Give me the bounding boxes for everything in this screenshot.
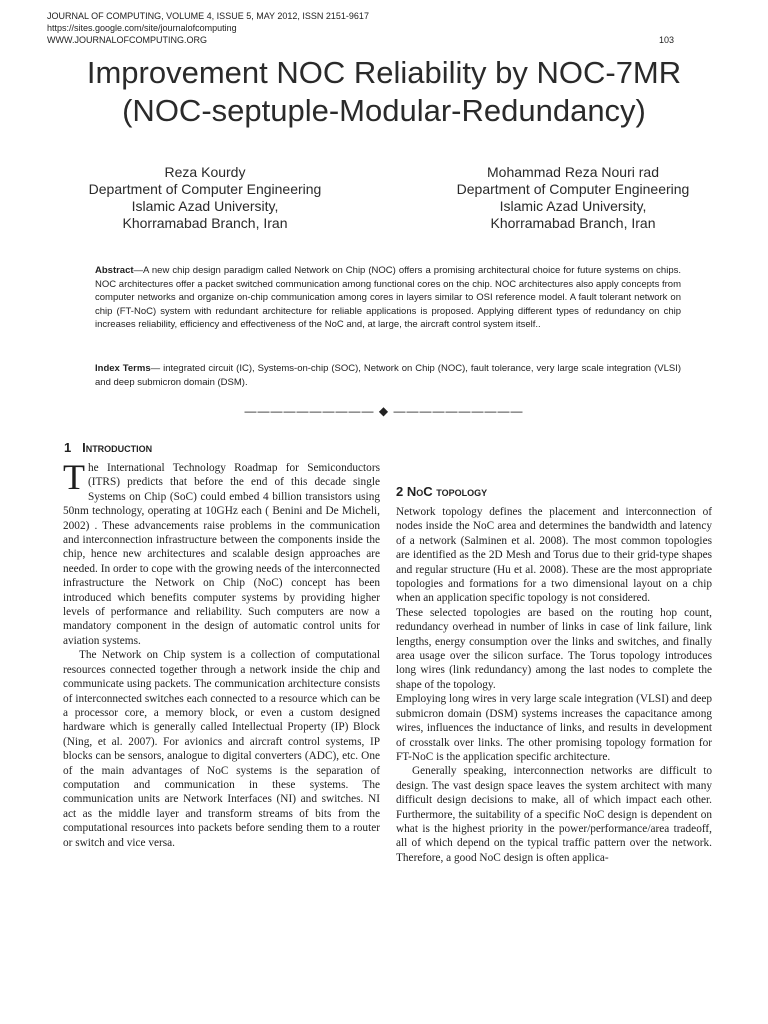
author-2 [418, 164, 728, 232]
author-name: Reza Kourdy [164, 164, 246, 180]
index-terms [95, 362, 681, 389]
section-title: NoC topology [406, 484, 488, 499]
index-terms-text: — integrated circuit (IC), Systems-on-chip (SOC), Network on Chip (NOC), fault tolerance, very large scale integration (VLSI) and deep submicron domain (DSM). [95, 363, 682, 388]
abstract-label: Abstract [95, 265, 134, 276]
author-dept: Department of Computer Engineering [88, 181, 322, 197]
journal-url[interactable]: https://sites.google.com/site/journalofcomputing [47, 23, 237, 33]
abstract [95, 264, 681, 332]
section-number: 1 [64, 440, 72, 455]
author-branch: Khorramabad Branch, Iran [490, 215, 656, 231]
title-line-2: (NOC-septuple-Modular-Redundancy) [122, 93, 646, 128]
intro-paragraph-1: he International Technology Roadmap for Semiconductors (ITRS) predicts that before the end of this decade single Systems on Chip (SoC) could embed 4 billion transistors using 50nm technology, operating at 10GHz each ( Benini and De Micheli, 2002) . These advancements raise problems in the communication and interconnection infrastructure between the components inside the chip, hence new architectures and scalable design approaches are needed. In order to cope with the growing needs of the interconnected infrastructure the Network on Chip (NoC) concept has been introduced which benefits computer systems by providing higher levels of performance and reliability. Such computers are now a mandatory component in the design of automatic control units for aviation systems. [63, 462, 380, 647]
journal-header: JOURNAL OF COMPUTING, VOLUME 4, ISSUE 5, MAY 2012, ISSN 2151-9617 [47, 11, 369, 21]
topology-heading [396, 484, 487, 499]
section-number: 2 [396, 484, 404, 499]
author-univ: Islamic Azad University, [131, 198, 279, 214]
topology-paragraph-3: Employing long wires in very large scale integration (VLSI) and deep submicron domain (DSM) systems increases the capacitance among wires, influences the inductance of links, and results in development of crosstalk over links. The other promising topology formation for FT-NoC is the application specific architecture. [396, 693, 713, 763]
section-separator: —————————— ◆ —————————— [244, 404, 524, 418]
intro-heading [64, 440, 152, 455]
author-dept: Department of Computer Engineering [456, 181, 690, 197]
intro-paragraph-2: The Network on Chip system is a collection of computational resources connected together through a network inside the chip and communicate using packets. The communication architecture consists of interconnected switches each connected to a resource which can be a processor core, a memory block, or even a custom designed hardware which is generally called Intellectual Property (IP) Block (Ning, et al. 2007). For avionics and aircraft control systems, IP blocks can be sensors, analogue to digital converters (ADC), etc. One of the main advantages of NoC systems is the separation of computation and communication in these systems. The communication units are Network Interfaces (NI) and switches. NI act as the middle layer and transform streams of bits from the computational resources into packets before sending them to a router or switch and vice versa. [63, 649, 380, 849]
dropcap: T [63, 457, 85, 497]
topology-body [396, 505, 712, 865]
title-line-1: Improvement NOC Reliability by NOC-7MR [86, 55, 682, 90]
index-terms-label: Index Terms [95, 363, 151, 374]
topology-paragraph-1: Network topology defines the placement and interconnection of nodes inside the NoC area and determines the bandwidth and latency of a network (Salminen et al. 2008). The most common topologies are identified as the 2D Mesh and Torus due to their grid-type shapes and regular structure (Hu et al. 2008). These are the most appropriate topologies and formations for a two dimensional layout on a chip when an application specific topology is not considered. [396, 506, 712, 605]
abstract-text: —A new chip design paradigm called Network on Chip (NOC) offers a promising architectural choice for future systems on chips. NOC architectures offer a packet switched communication among functional cores on the chip. NOC architectures also apply concepts from computer networks and organize on-chip communication among cores in layers similar to OSI reference model. A fault tolerant network on chip (FT-NoC) system with redundant architecture for reliable applications is proposed. Applying different types of redundancy on chip increases reliability, efficiency and effectiveness of the NoC and, at large, the aircraft control system itself.. [95, 265, 681, 330]
author-univ: Islamic Azad University, [499, 198, 647, 214]
author-name: Mohammad Reza Nouri rad [487, 164, 659, 180]
paper-title [0, 54, 768, 130]
topology-paragraph-4: Generally speaking, interconnection networks are difficult to design. The vast design space leaves the system architect with many difficult design decisions to make, all of which impact each other. Furthermore, the suitability of a specific NoC design is dependent on what is the highest priority in the power/performance/area tradeoff, all of which depend on the typical traffic pattern over the network. Therefore, a good NoC design is often applica- [396, 765, 712, 864]
page-number: 103 [658, 35, 674, 45]
journal-site[interactable]: WWW.JOURNALOFCOMPUTING.ORG [47, 35, 207, 45]
author-1 [60, 164, 350, 232]
author-branch: Khorramabad Branch, Iran [122, 215, 288, 231]
section-title: Introduction [82, 440, 153, 455]
topology-paragraph-2: These selected topologies are based on the routing hop count, redundancy overhead in number of links in case of link failure, link lengths, energy consumption over the links and switches, and finally area usage over the silicon surface. The Torus topology introduces long wires (link redundancy) among the last nodes to complete the shape of the topology. [396, 606, 712, 691]
intro-body [63, 457, 380, 850]
